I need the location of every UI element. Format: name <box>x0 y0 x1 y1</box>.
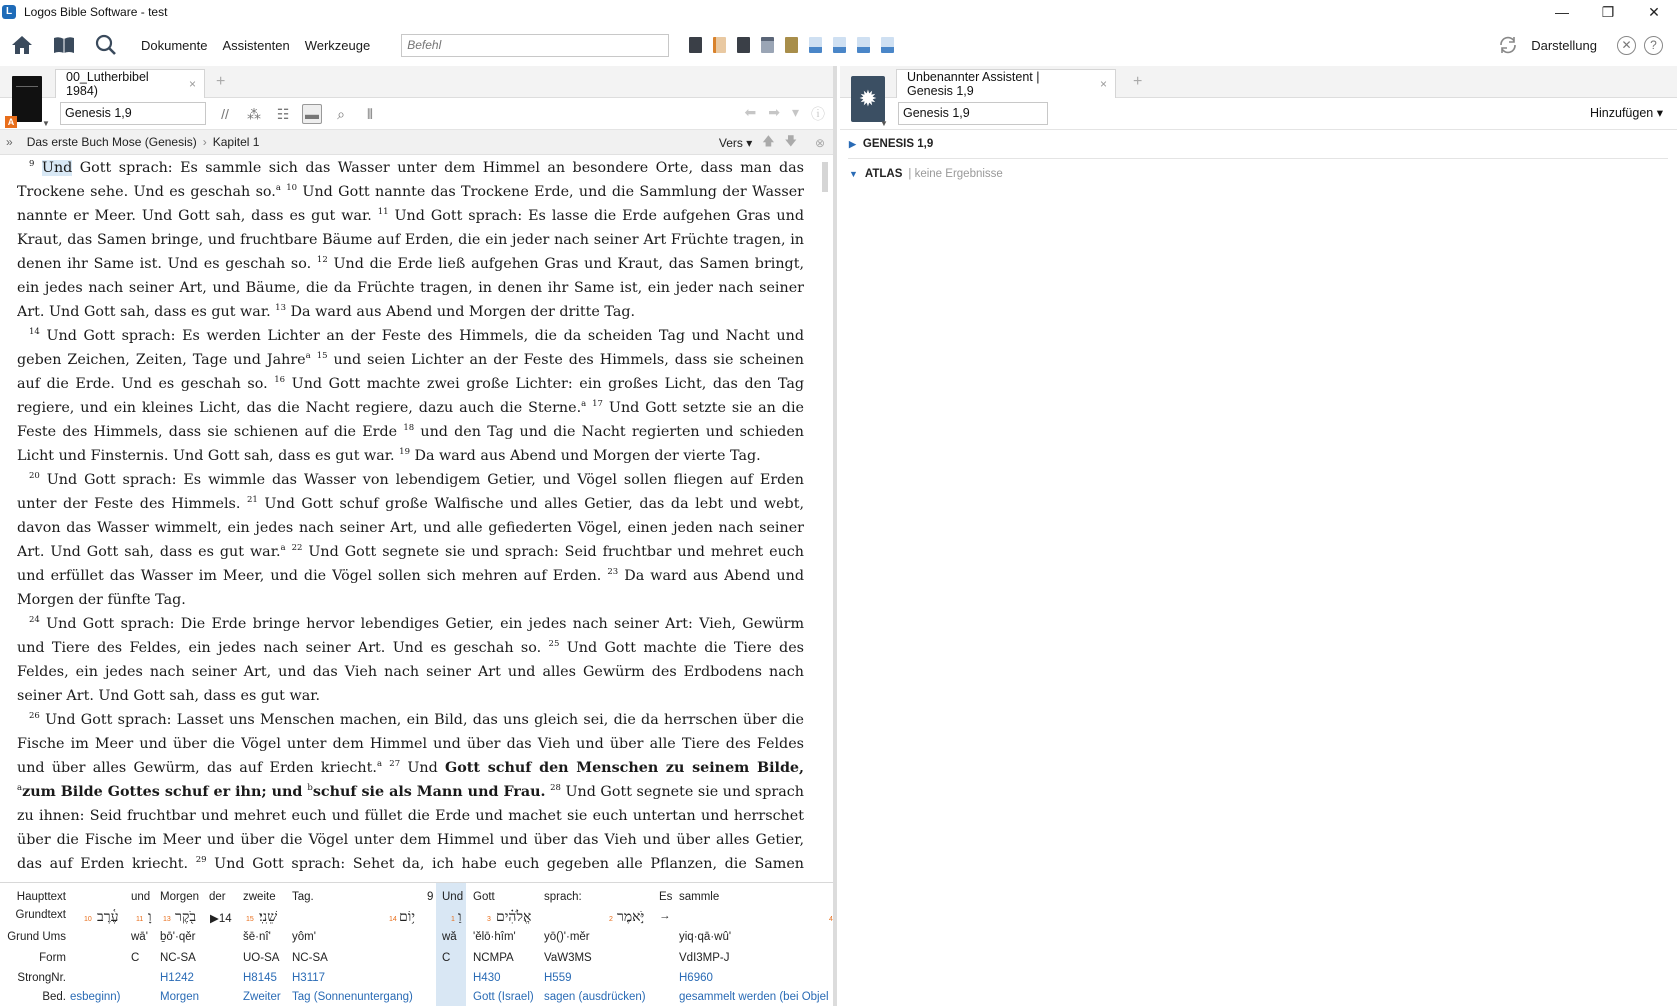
breadcrumb-book[interactable]: Das erste Buch Mose (Genesis) <box>26 135 197 149</box>
collapse-triangle-icon[interactable]: ▼ <box>849 169 858 179</box>
window-controls <box>1539 0 1677 24</box>
interlinear-row-bed: Bed. esbeginn) Morgen Zweiter Tag (Sonnenuntergang) Gott (Israel) sagen (ausdrücken) gesammelt werden (bei Objel <box>42 991 829 1003</box>
assistant-panel <box>840 66 1677 1006</box>
paragraph-26-30: $^{26}$ Und Gott sprach: Lasset uns Menschen machen, ein Bild, das uns gleich sei, die da herrschen über die Fische im Meer und über die Vögel unter dem Himmel und über das Vieh und über alle Tiere des Feldes und über alles Gewürm, das auf Erden kriecht.$^a$ $^{27}$ Und Gott schuf den Menschen zu seinem Bilde, $^a$zum Bilde Gottes schuf er ihn; und $^b$schuf sie als Mann und Frau. $^{28}$ Und Gott segnete sie und sprach zu ihnen: Seid fruchtbar und mehret euch und füllet die Erde und machet sie euch untertan und herrschet über die Fische im Meer und über die Vögel unter dem Himmel und über das Vieh und über alles Getier, das auf Erden kriecht. $^{29}$ Und Gott sprach: Sehet da, ich habe euch gegeben alle Pflanzen, die Samen <box>17 711 804 872</box>
home-icon[interactable] <box>7 30 37 60</box>
paragraph-14-19: $^{14}$ Und Gott sprach: Es werden Lichter an der Feste des Himmels, die da scheiden Tag und Nacht und geben Zeichen, Zeiten, Tage und Jahre$^a$ $^{15}$ und seien Lichter an der Feste des Himmels, dass sie scheinen auf die Erde. Und es geschah so. $^{16}$ Und Gott machte zwei große Lichter: ein großes Licht, das den Tag regiere, und ein kleines Licht, das die Nacht regiere, dazu auch die Sterne.$^a$ $^{17}$ Und Gott setzte sie an die Feste des Himmels, dass sie schienen auf die Erde $^{18}$ und den Tag und die Nacht regierten und schieden Licht und Finsternis. Und Gott sah, dass es gut war. $^{19}$ Da ward aus Abend und Morgen der vierte Tag. <box>17 327 804 464</box>
assistant-dropdown-icon[interactable]: ▼ <box>880 119 888 128</box>
breadcrumb-separator: › <box>202 135 207 149</box>
interlinear-row-form: Form C NC-SA UO-SA NC-SA C NCMPA VaW3MS VdI3MP-J <box>39 952 730 964</box>
interlinear-row-grundtext: Grundtext 10 עֶ֫רֶב 11 וָ 13 בֹ֖קֶר ▶14 15 שֵׁנִֽי׃ 14 י֥וֹם 1 וַ 3 אֱלֹהִ֗ים 2 יֹּ֣אמֶר → 4 <box>15 909 833 925</box>
layout-shortcut-1-icon[interactable] <box>689 37 702 53</box>
interlinear-row-strong: StrongNr. H1242 H8145 H3117 H430 H559 H6960 <box>17 972 713 984</box>
section-genesis[interactable]: ▶ GENESIS 1,9 <box>849 138 934 150</box>
interlinear-icon[interactable]: ▬ <box>302 104 322 124</box>
interlinear-row-grund-ums: Grund Ums wā' ḇō'·qěr šē·nî' yôm' wă 'ĕlō·hîm' yō()'·mĕr yiq·qā·wû' <box>7 931 732 943</box>
menu-dokumente[interactable]: Dokumente <box>141 37 208 53</box>
tab-close-icon[interactable]: × <box>188 77 196 91</box>
outline-icon[interactable]: ☷ <box>276 105 290 122</box>
find-icon[interactable]: ⌕ <box>337 105 345 122</box>
columns-icon[interactable]: ⦀ <box>366 105 374 122</box>
layout-shortcut-8-icon[interactable] <box>857 37 870 53</box>
interlinear-pane <box>0 882 833 1006</box>
minimize-button[interactable]: — <box>1555 4 1569 20</box>
add-tab-icon[interactable]: + <box>1133 73 1143 90</box>
breadcrumb <box>0 130 833 155</box>
reference-bar <box>0 98 833 130</box>
search-icon[interactable] <box>91 30 121 60</box>
reference-tools <box>215 104 389 124</box>
darstellung-button[interactable]: Darstellung <box>1531 37 1597 53</box>
bible-text <box>17 156 804 877</box>
restore-button[interactable]: ❐ <box>1601 3 1615 20</box>
assistant-reference-input[interactable]: Genesis 1,9 <box>898 102 1048 125</box>
history-dropdown-icon[interactable]: ▾ <box>791 104 799 120</box>
reference-input[interactable]: Genesis 1,9 <box>60 102 206 125</box>
layout-shortcut-5-icon[interactable] <box>785 37 798 53</box>
logos-app-icon: L <box>2 5 16 19</box>
forward-arrow-icon[interactable]: ➡ <box>768 104 780 120</box>
tab-lutherbibel[interactable] <box>55 69 205 98</box>
command-input[interactable] <box>401 34 669 57</box>
layout-shortcut-4-icon[interactable] <box>761 37 774 53</box>
paragraph-20-23: $^{20}$ Und Gott sprach: Es wimmle das Wasser von lebendigem Getier, und Vögel sollen fliegen auf Erden unter der Feste des Himmels. $^{21}$ Und Gott schuf große Walfische und alles Getier, das da lebt und webt, davon das Wasser wimmelt, ein jedes nach seiner Art, und alle gefiederten Vögel, einen jeden nach seiner Art. Und Gott sah, dass es gut war.$^a$ $^{22}$ Und Gott segnete sie und sprach: Seid fruchtbar und mehret euch und erfüllet das Wasser im Meer, und die Vögel sollen sich mehren auf Erden. $^{23}$ Da ward aus Abend und Morgen der fünfte Tag. <box>17 471 804 608</box>
paragraph-24-25: $^{24}$ Und Gott sprach: Die Erde bringe hervor lebendiges Getier, ein jedes nach seiner Art: Vieh, Gewürm und Tiere des Feldes, ein jedes nach seiner Art. Und es geschah so. $^{25}$ Und Gott machte die Tiere des Feldes, ein jedes nach seiner Art, und das Vieh nach seiner Art und alles Gewürm des Erdbodens nach seiner Art. Und Gott sah, dass es gut war. <box>17 615 804 704</box>
paragraph-9-13: $^9$ Und Gott sprach: Es sammle sich das Wasser unter dem Himmel an besondere Orte, dass man das Trockene sehe. Und es geschah so.$^a$ $^{10}$ Und Gott nannte das Trockene Erde, und die Sammlung der Wasser nannte er Meer. Und Gott sah, dass es gut war. $^{11}$ Und Gott sprach: Es lasse die Erde aufgehen Gras und Kraut, das Samen bringe, und fruchtbare Bäume auf Erden, die ein jeder nach seiner Art Früchte tragen, in denen ihr Same ist. Und es geschah so. $^{12}$ Und die Erde ließ aufgehen Gras und Kraut, das Samen bringt, ein jedes nach seiner Art, und Bäume, die da Früchte tragen, in denen ihr Same ist, ein jeder nach seiner Art. Und Gott sah, dass es gut war. $^{13}$ Da ward aus Abend und Morgen der dritte Tag. <box>17 159 804 320</box>
sync-icon[interactable] <box>1497 34 1519 56</box>
down-arrow-icon[interactable]: 🡇 <box>784 134 797 148</box>
bible-tabstrip <box>0 66 833 98</box>
tab-title: 00_Lutherbibel 1984) <box>66 70 149 98</box>
breadcrumb-tools <box>709 130 825 155</box>
cover-dropdown-icon[interactable]: ▼ <box>42 119 50 128</box>
up-arrow-icon[interactable]: 🡅 <box>762 134 775 148</box>
expand-icon[interactable]: » <box>6 135 13 149</box>
tab-close-icon[interactable]: × <box>1099 77 1107 91</box>
expand-triangle-icon[interactable]: ▶ <box>849 138 856 149</box>
help-icon[interactable]: ? <box>1644 36 1663 55</box>
title-bar <box>0 0 1677 24</box>
toolbar-right <box>1497 24 1667 66</box>
tab-title: Unbenannter Assistent | Genesis 1,9 <box>907 70 1040 98</box>
info-icon[interactable]: ⓘ <box>811 106 825 122</box>
breadcrumb-chapter[interactable]: Kapitel 1 <box>212 135 260 149</box>
interlinear-row-haupttext: Haupttext und Morgen der zweite Tag. 9 Und Gott sprach: Es sammle <box>16 891 720 903</box>
clear-icon[interactable]: ⊗ <box>814 135 825 150</box>
add-tab-icon[interactable]: + <box>216 73 226 90</box>
library-book-icon[interactable] <box>49 30 79 60</box>
layout-shortcut-3-icon[interactable] <box>737 37 750 53</box>
layout-shortcut-6-icon[interactable] <box>809 37 822 53</box>
main-toolbar <box>0 24 1677 66</box>
resource-badge: A <box>5 116 17 128</box>
layout-shortcut-7-icon[interactable] <box>833 37 846 53</box>
history-nav <box>733 104 826 124</box>
assistant-reference-bar <box>840 98 1677 130</box>
bible-scrollbar[interactable] <box>818 156 833 877</box>
layout-shortcut-9-icon[interactable] <box>881 37 894 53</box>
tab-assistent[interactable] <box>896 69 1116 98</box>
parallel-icon[interactable]: // <box>221 106 229 122</box>
section-atlas[interactable]: ▼ ATLAS | keine Ergebnisse <box>849 168 1003 180</box>
close-circle-icon[interactable]: ✕ <box>1617 36 1636 55</box>
window-title: Logos Bible Software - test <box>24 5 168 19</box>
bible-panel <box>0 66 837 1006</box>
menu-werkzeuge[interactable]: Werkzeuge <box>304 37 371 53</box>
layout-shortcuts <box>689 37 905 53</box>
vers-dropdown[interactable]: Vers ▾ <box>718 135 753 150</box>
layout-shortcut-2-icon[interactable] <box>713 37 726 53</box>
close-window-button[interactable]: ✕ <box>1648 3 1660 20</box>
selected-word[interactable]: Und <box>41 160 73 176</box>
assistant-tabstrip <box>840 66 1677 98</box>
hinzufuegen-button[interactable]: Hinzufügen ▾ <box>1590 106 1663 120</box>
back-arrow-icon[interactable]: ⬅ <box>744 104 757 120</box>
visual-filter-icon[interactable]: ⁂ <box>247 105 261 122</box>
menu-assistenten[interactable]: Assistenten <box>222 37 290 53</box>
assistant-gear-icon[interactable]: ✹ <box>851 76 885 122</box>
section-divider <box>848 158 1668 159</box>
